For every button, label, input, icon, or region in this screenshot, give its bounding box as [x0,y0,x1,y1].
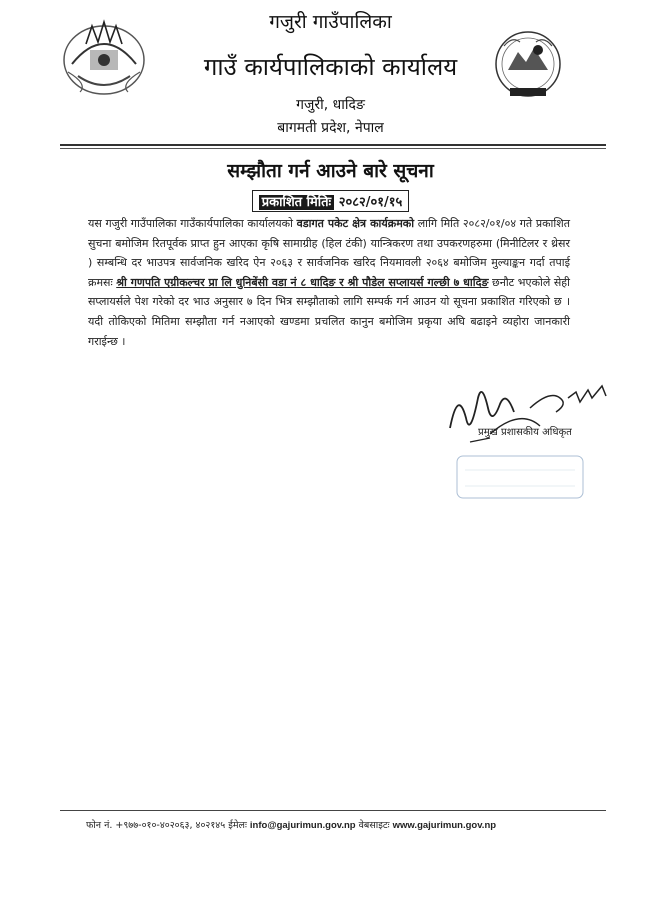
publish-date-value: २०८२/०१/१५ [338,195,403,210]
footer-email-link[interactable]: info@gajurimun.gov.np [249,820,356,831]
notice-body [88,214,570,351]
selected-suppliers: श्री गणपति एग्रीकल्चर प्रा लि धुनिबेंसी वडा नं ८ धादिङ र श्री पौडेल सप्लायर्स गल्छी ७ धादिङ [116,275,489,289]
office-stamp-icon [455,452,585,502]
signature-icon [430,368,620,458]
body-text-5: छनौट भएकोले सेही सप्लायर्सले पेश गरेको दर भाउ अनुसार ७ दिन भित्र सम्झौताको लागि सम्पर्क गर्न आउन यो सूचना प्रकाशित गरिएको छ । यदी तोकिएको मितिमा सम्झौता गर्न नआएको खण्डमा प्रचलित कानुन बमोजिम प्रकृया अघि बढाइने व्यहोरा जानकारी गराईन्छ । [88,275,570,348]
body-text-1: यस गजुरी गाउँपालिका गाउँकार्यपालिका कार्यालयको [88,217,297,230]
notice-title: सम्झौता गर्न आउने बारे सूचना [227,160,434,182]
program-name: वडागत पकेट क्षेत्र कार्यक्रमको [296,217,415,230]
municipality-name: गजुरी गाउँपालिका [269,11,392,33]
footer-website-link[interactable]: www.gajurimun.gov.np [392,820,497,831]
body-text-3: लागि मिति २०८२/०१/०४ गते प्रकाशित सुचना बमोजिम रितपूर्वक प्राप्त हुन आएका कृषि सामाग्रीह (हिल टंकी) यान्त्रिकरण तथा उपकरणहरुमा (मिनीटिलर र थ्रेसर ) सम्बन्धि दर भाउपत्र सार्वजनिक खरिद ऐन २०६३ र सार्वजनिक खरिद नियमावली २०६४ बमोजिम मुल्याङ्कन गर्दा तपाई क्रमसः [88,217,570,289]
header-divider-thin [60,148,606,149]
publish-date-label: प्रकाशित मितिः [259,195,334,210]
office-name: गाउँ कार्यपालिकाको कार्यालय [203,53,458,81]
footer-website-label: वेबसाइटः [355,820,393,831]
office-location: गजुरी, धादिङ [296,97,365,113]
contact-footer [86,818,496,831]
footer-phone: फोन नं. +९७७-०१०-४०२०६३, ४०२१४५ [86,820,226,831]
publish-date-badge [252,190,410,212]
header-divider [60,144,606,146]
footer-email-label: ईमेलः [225,820,250,831]
province-country: बागमती प्रदेश, नेपाल [277,120,384,136]
footer-divider [60,810,606,811]
publish-date [0,190,661,212]
signatory-title: प्रमुख प्रशासकीय अधिकृत [478,427,572,438]
